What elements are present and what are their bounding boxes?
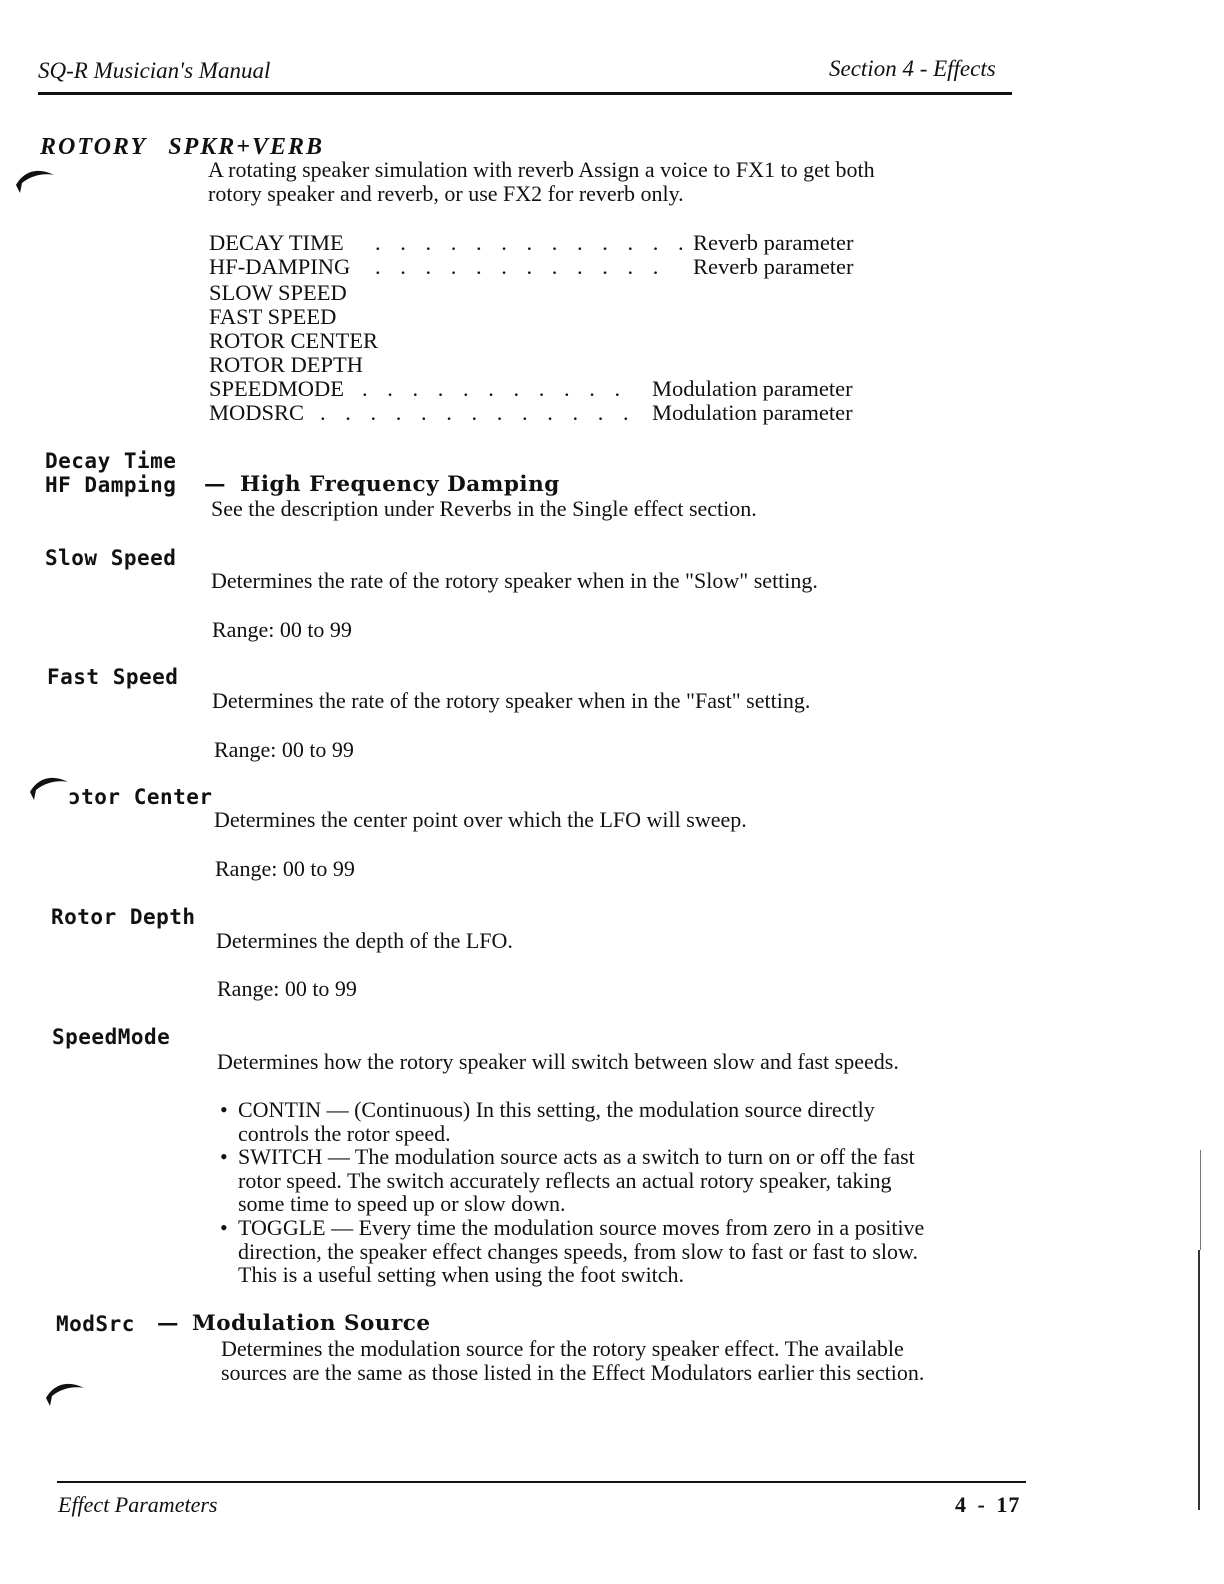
- bullet-line: TOGGLE — Every time the modulation source moves from zero in a positive: [238, 1214, 925, 1240]
- entry-term-rotor-center: ɔtor Center: [68, 785, 213, 809]
- entry-term-decay-time: Decay Time: [45, 449, 177, 473]
- footer-rule: [57, 1481, 1026, 1483]
- bullet-dot: •: [220, 1144, 228, 1170]
- param-note: Reverb parameter: [693, 230, 854, 255]
- param-row: [209, 281, 909, 305]
- bullet-dot: •: [220, 1097, 228, 1122]
- header-rule: [38, 92, 1012, 95]
- param-row: [209, 305, 909, 329]
- param-name: FAST SPEED: [209, 304, 337, 329]
- entry-subtitle-modsrc: Modulation Source: [192, 1311, 431, 1336]
- section-intro-line1: A rotating speaker simulation with reverb Assign a voice to FX1 to get both: [208, 157, 875, 182]
- section-title: ROTORY SPKR+VERB: [40, 134, 324, 160]
- param-name: ROTOR CENTER: [209, 328, 378, 353]
- entry-term-hf-damping: HF Damping: [45, 473, 177, 497]
- param-leader: . . . . . . . . . . . . .: [375, 230, 691, 255]
- entry-desc-slow-speed: Determines the rate of the rotory speaker when in the "Slow" setting.: [211, 568, 818, 593]
- bullet-line: some time to speed up or slow down.: [238, 1191, 566, 1217]
- param-row: [209, 353, 909, 377]
- list-item: [218, 1098, 1018, 1145]
- section-intro-line2: rotory speaker and reverb, or use FX2 for reverb only.: [208, 181, 684, 206]
- entry-term-fast-speed: Fast Speed: [47, 665, 179, 689]
- entry-desc-rotor-depth: Determines the depth of the LFO.: [216, 928, 513, 953]
- bullet-dot: •: [220, 1214, 228, 1240]
- footer-chapter-title: Effect Parameters: [58, 1492, 218, 1517]
- param-leader: . . . . . . . . . . . .: [375, 254, 666, 279]
- entry-desc-fast-speed: Determines the rate of the rotory speaker when in the "Fast" setting.: [212, 688, 811, 713]
- param-note: Modulation parameter: [652, 400, 853, 425]
- entry-desc-rotor-center: Determines the center point over which the LFO will sweep.: [214, 807, 747, 832]
- bullet-line: SWITCH — The modulation source acts as a switch to turn on or off the fast: [238, 1144, 915, 1170]
- header-manual-title: SQ-R Musician's Manual: [38, 58, 271, 83]
- entry-dash-modsrc: —: [157, 1311, 179, 1336]
- param-row: [209, 401, 909, 425]
- entry-range-rotor-center: Range: 00 to 99: [215, 856, 355, 881]
- param-note: Reverb parameter: [693, 254, 854, 279]
- footer-page-number: 4 - 17: [955, 1492, 1021, 1517]
- entry-term-rotor-depth: Rotor Depth: [51, 905, 196, 929]
- param-row: [209, 255, 909, 281]
- scan-edge-line: [1198, 1250, 1200, 1510]
- param-name: MODSRC: [209, 400, 305, 425]
- entry-desc-modsrc-line2: sources are the same as those listed in the Effect Modulators earlier this section.: [221, 1360, 925, 1385]
- bullet-line: rotor speed. The switch accurately reflects an actual rotory speaker, taking: [238, 1167, 892, 1193]
- param-name: DECAY TIME: [209, 230, 344, 255]
- param-row: [209, 377, 909, 401]
- param-name: SPEEDMODE: [209, 376, 345, 401]
- binder-mark-icon: [14, 165, 56, 195]
- scan-edge-line: [1200, 1150, 1201, 1250]
- entry-term-slow-speed: Slow Speed: [45, 546, 177, 570]
- entry-term-modsrc: ModSrc: [56, 1312, 135, 1336]
- binder-mark-icon: [28, 772, 70, 802]
- param-list: [209, 231, 909, 425]
- bullet-line: CONTIN — (Continuous) In this setting, the modulation source directly: [238, 1097, 875, 1122]
- entry-range-slow-speed: Range: 00 to 99: [212, 617, 352, 642]
- list-item: [218, 1145, 1018, 1216]
- bullet-line: This is a useful setting when using the foot switch.: [238, 1262, 685, 1288]
- header-section-title: Section 4 - Effects: [829, 56, 996, 81]
- binder-mark-icon: [44, 1378, 86, 1408]
- param-leader: . . . . . . . . . . . . .: [320, 400, 636, 425]
- entry-desc-hf-damping: See the description under Reverbs in the Single effect section.: [211, 496, 757, 521]
- entry-dash-hf: —: [204, 472, 226, 497]
- entry-desc-speedmode: Determines how the rotory speaker will switch between slow and fast speeds.: [217, 1049, 899, 1074]
- entry-range-fast-speed: Range: 00 to 99: [214, 737, 354, 762]
- param-name: SLOW SPEED: [209, 280, 347, 305]
- param-row: [209, 231, 909, 255]
- param-name: ROTOR DEPTH: [209, 352, 363, 377]
- param-leader: . . . . . . . . . . .: [362, 376, 628, 401]
- list-item: [218, 1216, 1018, 1287]
- speedmode-bullet-list: [218, 1098, 1018, 1287]
- entry-desc-modsrc-line1: Determines the modulation source for the rotory speaker effect. The available: [221, 1336, 904, 1361]
- param-name: HF-DAMPING: [209, 254, 351, 279]
- entry-term-speedmode: SpeedMode: [52, 1025, 171, 1049]
- bullet-line: direction, the speaker effect changes speeds, from slow to fast or fast to slow.: [238, 1238, 918, 1264]
- entry-subtitle-hf-damping: High Frequency Damping: [240, 472, 560, 497]
- param-row: [209, 329, 909, 353]
- entry-range-rotor-depth: Range: 00 to 99: [217, 976, 357, 1001]
- bullet-line: controls the rotor speed.: [238, 1120, 451, 1146]
- param-note: Modulation parameter: [652, 376, 853, 401]
